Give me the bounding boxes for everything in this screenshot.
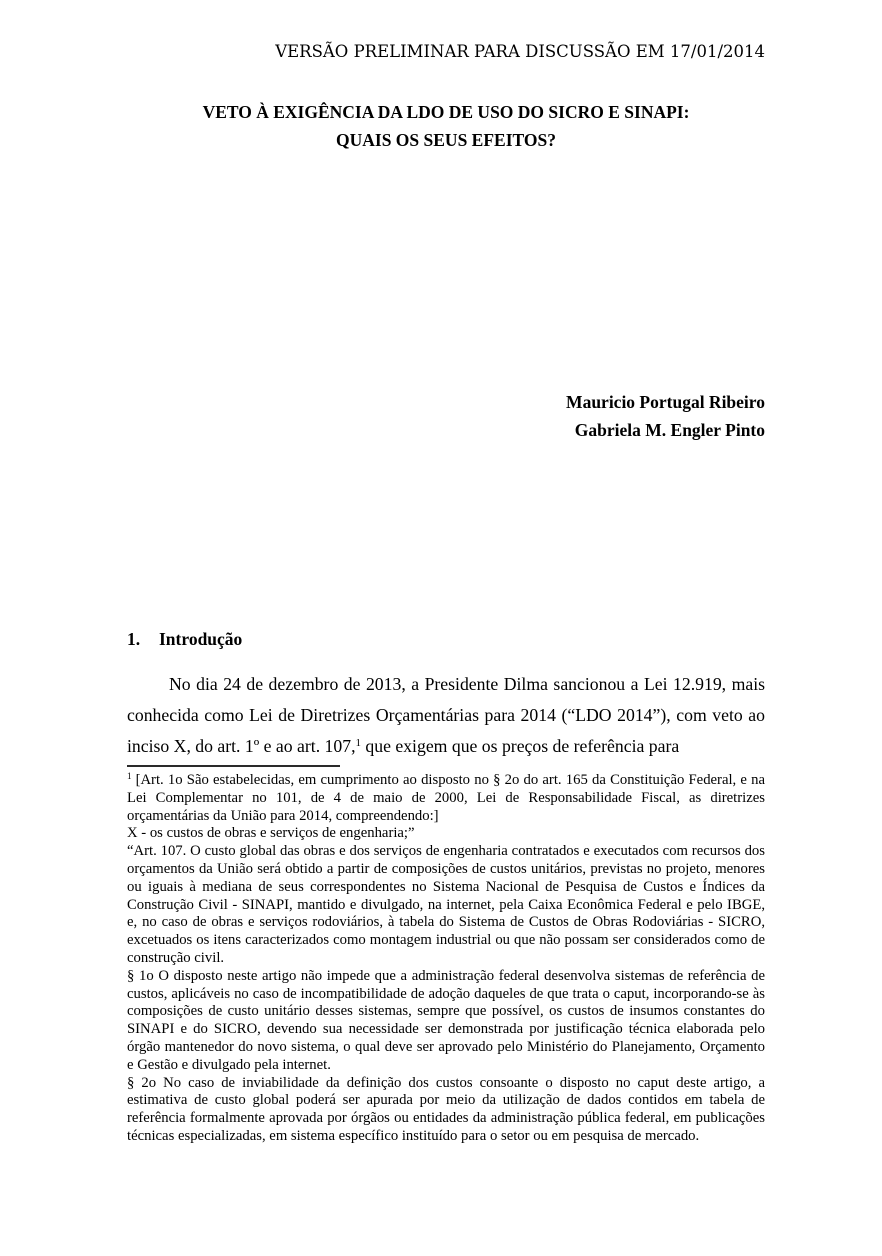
author-name-2: Gabriela M. Engler Pinto xyxy=(574,420,765,440)
draft-version-notice: VERSÃO PRELIMINAR PARA DISCUSSÃO EM 17/01/2014 xyxy=(275,42,765,61)
author-name-1: Mauricio Portugal Ribeiro xyxy=(566,392,765,412)
document-title-line1: VETO À EXIGÊNCIA DA LDO DE USO DO SICRO E SINAPI: xyxy=(202,102,690,122)
document-title xyxy=(127,98,765,154)
section-heading xyxy=(127,628,765,650)
footnote-paragraph-1-text: [Art. 1o São estabelecidas, em cumprimento ao disposto no § 2o do art. 165 da Constituição Federal, e na Lei Complementar no 101, de 4 de maio de 2000, Lei de Responsabilidade Fiscal, as diretrizes orçamentárias da União para 2014, compreendendo:] xyxy=(127,772,765,824)
footnote-paragraph-1 xyxy=(127,772,765,825)
footnote-marker: 1 xyxy=(127,771,132,781)
footnote-paragraph-4: § 1o O disposto neste artigo não impede que a administração federal desenvolva sistemas de referência de custos, aplicáveis no caso de incompatibilidade de adoção daqueles de que trata o caput, incorporando-se às composições de custo unitário desses sistemas, sempre que possível, os custos de insumos constantes do SINAPI e do SICRO, devendo sua necessidade ser demonstrada por justificação técnica elaborada pelo órgão mantenedor do novo sistema, o qual deve ser aprovado pelo Ministério do Planejamento, Orçamento e Gestão e divulgado pela internet. xyxy=(127,967,765,1073)
section-title: Introdução xyxy=(159,629,243,649)
intro-paragraph xyxy=(127,669,765,762)
footnote-paragraph-2: X - os custos de obras e serviços de engenharia;” xyxy=(127,825,415,842)
author-list xyxy=(127,388,765,444)
footnote-separator-rule xyxy=(127,765,340,767)
section-number: 1. xyxy=(127,629,141,649)
footnote-paragraph-3: “Art. 107. O custo global das obras e dos serviços de engenharia contratados e executados com recursos dos orçamentos da União será obtido a partir de composições de custos unitários, previstas no projeto, menores ou iguais à mediana de seus correspondentes no Sistema Nacional de Pesquisa de Custos e Índices da Construção Civil - SINAPI, mantido e divulgado, na internet, pela Caixa Econômica Federal e pelo IBGE, e, no caso de obras e serviços rodoviários, à tabela do Sistema de Custos de Obras Rodoviárias - SICRO, excetuados os itens caracterizados como montagem industrial ou que não possam ser considerados como de construção civil. xyxy=(127,843,765,966)
intro-paragraph-text: No dia 24 de dezembro de 2013, a Presidente Dilma sancionou a Lei 12.919, mais conhecida como Lei de Diretrizes Orçamentárias para 2014 (“LDO 2014”), com veto ao inciso X, do art. 1º e ao art. 107, xyxy=(127,674,765,756)
document-title-line2: QUAIS OS SEUS EFEITOS? xyxy=(336,130,556,150)
footnote-reference: 1 xyxy=(355,736,361,749)
text-block xyxy=(127,0,765,1146)
intro-paragraph-text-continued: que exigem que os preços de referência para xyxy=(360,736,680,756)
footnote xyxy=(127,772,765,1146)
footnote-paragraph-5: § 2o No caso de inviabilidade da definição dos custos consoante o disposto no caput deste artigo, a estimativa de custo global poderá ser apurada por meio da utilização de dados contidos em tabela de referência formalmente aprovada por órgãos ou entidades da administração pública federal, em publicações técnicas especializadas, em sistema específico instituído para o setor ou em pesquisa de mercado. xyxy=(127,1074,765,1144)
